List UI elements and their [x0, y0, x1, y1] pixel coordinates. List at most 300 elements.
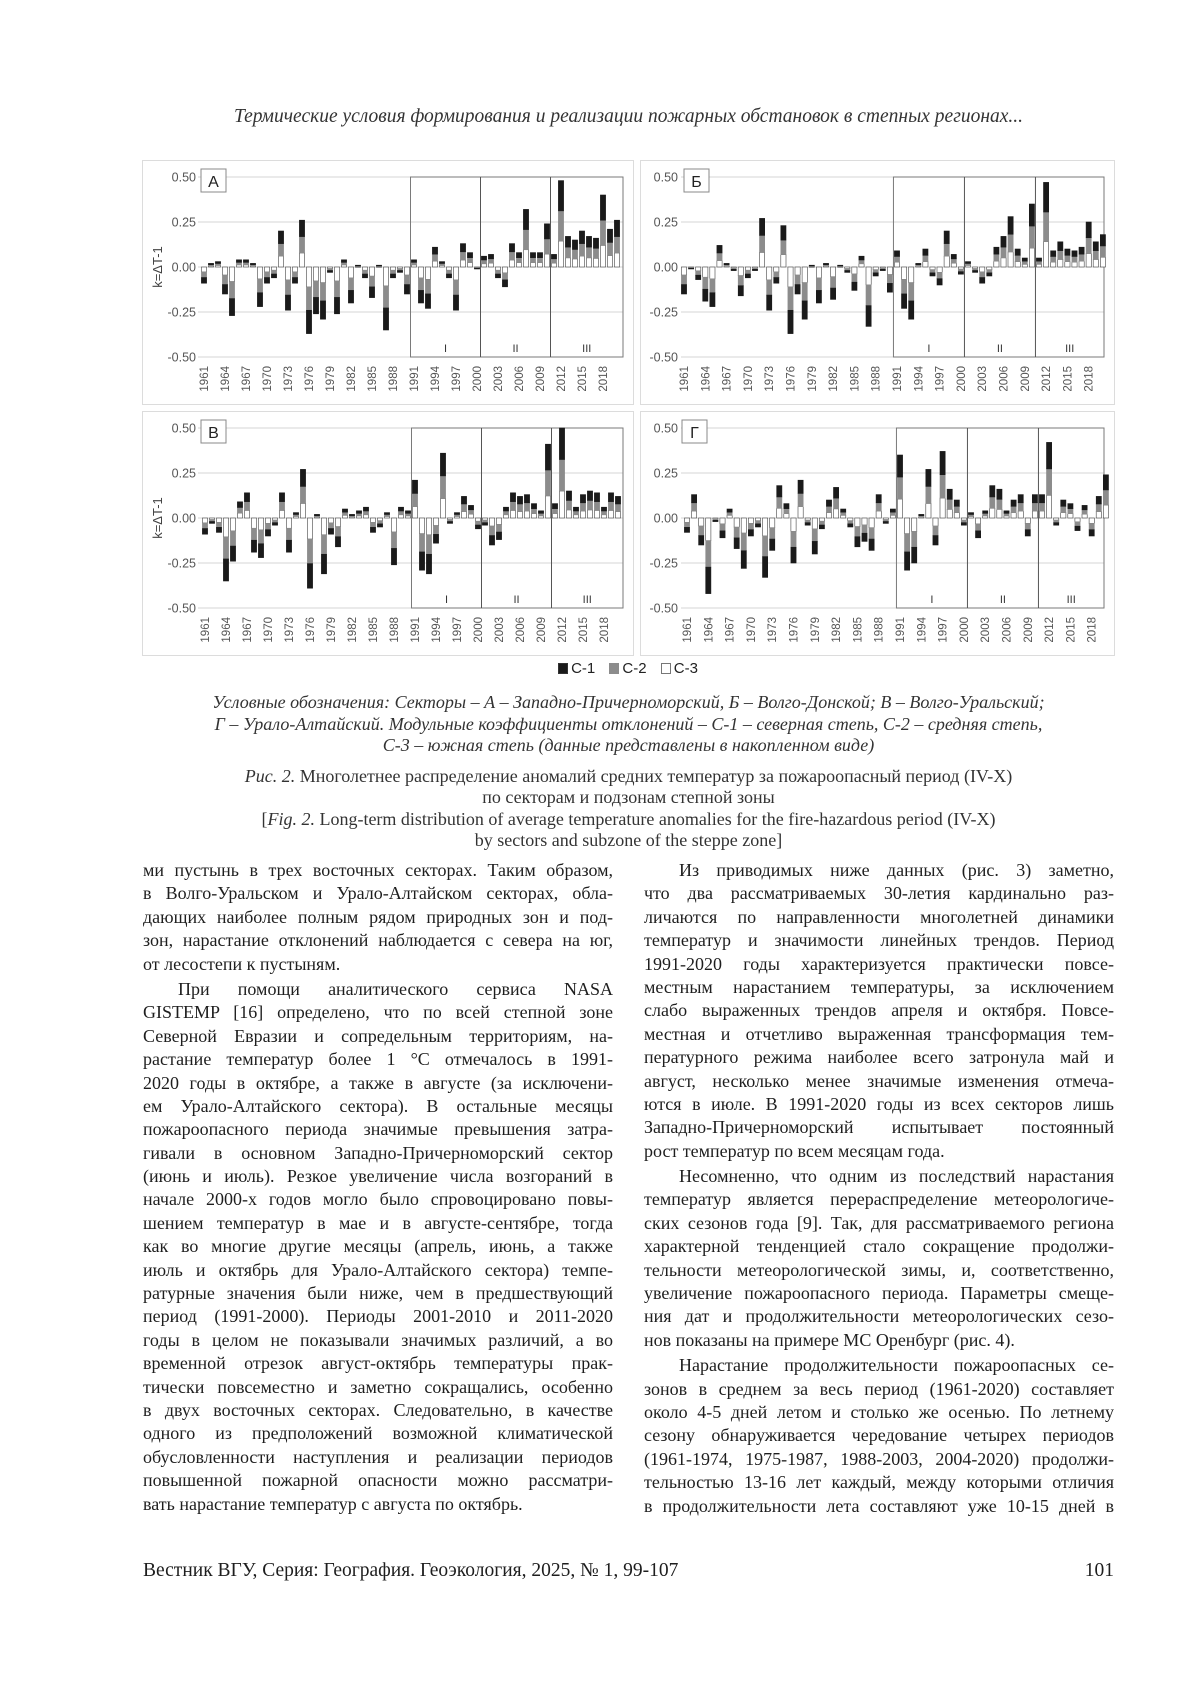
bar-segment-c1 [439, 262, 444, 264]
bar-segment-c1 [958, 272, 963, 275]
bar-segment-c1 [1011, 500, 1016, 506]
bar-segment-c3 [237, 513, 242, 518]
y-tick-label: -0.50 [650, 351, 679, 365]
period-label: III [582, 343, 591, 355]
bar-segment-c1 [1036, 258, 1041, 261]
y-tick-label: -0.25 [650, 557, 679, 571]
bar-segment-c1 [244, 493, 249, 502]
bar-segment-c1 [601, 507, 606, 511]
x-tick-label: 1964 [703, 616, 715, 642]
bar-segment-c1 [897, 455, 902, 477]
x-tick-label: 1979 [807, 366, 819, 392]
x-tick-label: 2015 [578, 617, 590, 643]
bar-segment-c2 [419, 534, 424, 552]
bar-segment-c1 [278, 231, 283, 244]
x-tick-label: 1991 [895, 617, 907, 643]
text-line: ских сезонов года [9]. Так, для рассматриваемого региона [644, 1212, 1114, 1235]
bar-segment-c1 [467, 253, 472, 258]
bar-segment-c3 [890, 515, 895, 518]
bar-segment-c2 [855, 527, 860, 537]
bar-segment-c2 [760, 235, 765, 252]
bar-segment-c3 [516, 263, 521, 267]
bar-segment-c2 [453, 280, 458, 295]
bar-segment-c3 [320, 267, 325, 283]
bar-segment-c3 [1032, 511, 1037, 518]
chart-svg-b [641, 161, 1114, 404]
legend-item-c2 [609, 660, 646, 677]
bar-segment-c1 [355, 265, 360, 266]
bar-segment-c3 [866, 267, 871, 285]
text-line: температур и значимости линейных трендов. Период [644, 929, 1114, 952]
bar-segment-c1 [734, 538, 739, 549]
bar-segment-c1 [524, 495, 529, 503]
bar-segment-c1 [377, 524, 382, 527]
bar-segment-c3 [1072, 262, 1077, 267]
bar-segment-c2 [777, 497, 782, 508]
bar-segment-c2 [692, 503, 697, 511]
y-tick-label: 0.00 [172, 261, 196, 275]
bar-segment-c2 [306, 287, 311, 310]
bar-segment-c1 [236, 260, 241, 263]
bar-segment-c1 [446, 274, 451, 278]
bar-segment-c2 [1047, 469, 1052, 495]
bar-segment-c2 [334, 281, 339, 297]
bar-segment-c2 [819, 521, 824, 525]
bar-segment-c3 [1001, 258, 1006, 267]
bar-segment-c2 [580, 503, 585, 511]
bar-segment-c1 [784, 504, 789, 509]
bar-segment-c3 [538, 516, 543, 518]
bar-segment-c2 [369, 276, 374, 287]
text-line: от лесостепи к пустыням. [143, 953, 613, 976]
bar-segment-c2 [944, 244, 949, 257]
bar-segment-c3 [615, 512, 620, 518]
bar-segment-c3 [495, 267, 500, 270]
bar-segment-c1 [916, 263, 921, 264]
legend-swatch-c1 [558, 663, 568, 674]
period-label: III [1067, 594, 1076, 606]
bar-segment-c3 [482, 518, 487, 520]
bar-segment-c1 [980, 278, 985, 284]
text-line: Западно-Причерноморский испытывает постоянный [644, 1116, 1114, 1139]
bar-segment-c3 [926, 503, 931, 518]
x-tick-label: 1982 [347, 617, 359, 643]
bar-segment-c1 [947, 489, 952, 499]
caption-en-line: by sectors and subzone of the steppe zone] [143, 830, 1114, 851]
bar-segment-c1 [841, 509, 846, 512]
x-tick-label: 1991 [409, 366, 421, 392]
bar-segment-c2 [278, 244, 283, 257]
bar-segment-c1 [727, 509, 732, 512]
bar-segment-c3 [961, 518, 966, 520]
paragraph [143, 978, 613, 1516]
bar-segment-c3 [720, 518, 725, 524]
bar-segment-c1 [419, 552, 424, 570]
bar-segment-c1 [614, 220, 619, 236]
period-label: II [512, 343, 518, 355]
bar-segment-c1 [703, 289, 708, 301]
bar-segment-c1 [425, 294, 430, 308]
x-tick-label: 2018 [598, 366, 610, 392]
bar-segment-c2 [404, 275, 409, 284]
bar-segment-c2 [781, 240, 786, 254]
bar-segment-c3 [328, 518, 333, 523]
y-tick-label: 0.25 [654, 216, 678, 230]
bar-segment-c1 [798, 480, 803, 493]
bar-segment-c3 [580, 511, 585, 518]
bar-segment-c1 [202, 529, 207, 535]
bar-segment-c3 [223, 518, 228, 537]
bar-segment-c3 [601, 515, 606, 518]
bar-segment-c3 [432, 261, 437, 267]
bar-segment-c3 [390, 267, 395, 270]
bar-segment-c2 [412, 493, 417, 506]
bar-segment-c3 [951, 263, 956, 267]
x-tick-label: 2003 [493, 366, 505, 392]
period-label: II [513, 594, 519, 606]
bar-segment-c1 [223, 559, 228, 581]
bar-segment-c1 [418, 290, 423, 303]
bar-segment-c3 [565, 258, 570, 267]
bar-segment-c3 [699, 518, 704, 526]
bar-segment-c2 [537, 258, 542, 263]
bar-segment-c3 [600, 245, 605, 267]
bar-segment-c1 [816, 290, 821, 303]
x-tick-label: 1967 [242, 617, 254, 643]
bar-segment-c1 [791, 547, 796, 563]
bar-segment-c2 [432, 254, 437, 261]
bar-segment-c3 [489, 518, 494, 526]
bar-segment-c1 [383, 308, 388, 330]
text-line: температур является перераспределение метеорологиче- [644, 1188, 1114, 1211]
text-line: GISTEMP [16] определено, что по всей степной зоне [143, 1001, 613, 1024]
bar-segment-c2 [230, 531, 235, 546]
text-line: в продолжительности лета составляют уже 10-15 дней в [644, 1495, 1114, 1518]
bar-segment-c2 [1075, 522, 1080, 526]
bar-segment-c3 [848, 518, 853, 521]
x-tick-label: 1994 [431, 616, 443, 642]
bar-segment-c2 [258, 530, 263, 544]
bar-segment-c1 [349, 514, 354, 515]
bar-segment-c1 [482, 523, 487, 526]
bar-segment-c1 [356, 511, 361, 514]
bar-segment-c1 [923, 249, 928, 255]
text-line: зон, нарастание отклонений наблюдается с севера на юг, [143, 929, 613, 952]
bar-segment-c1 [752, 269, 757, 270]
bar-segment-c1 [475, 525, 480, 529]
bar-segment-c1 [516, 253, 521, 258]
bar-segment-c2 [706, 541, 711, 567]
caption-en-line [143, 809, 1114, 830]
y-tick-label: 0.00 [654, 512, 678, 526]
bar-segment-c3 [831, 267, 836, 277]
x-tick-label: 2000 [472, 366, 484, 392]
x-tick-label: 1988 [388, 366, 400, 392]
bar-segment-c1 [781, 226, 786, 240]
bar-segment-c3 [692, 511, 697, 518]
bar-segment-c1 [696, 275, 701, 279]
bar-segment-c3 [453, 267, 458, 280]
bar-segment-c3 [987, 267, 992, 270]
y-tick-label: 0.25 [172, 467, 196, 481]
bar-segment-c2 [272, 520, 277, 523]
bar-segment-c3 [1008, 252, 1013, 267]
text-line: тически повсеместно и заметно сокращались, особенно [143, 1376, 613, 1399]
bar-segment-c1 [411, 260, 416, 263]
bar-segment-c1 [299, 220, 304, 236]
bar-segment-c3 [433, 518, 438, 526]
bar-segment-c1 [405, 511, 410, 514]
bar-segment-c2 [717, 253, 722, 261]
bar-segment-c2 [566, 500, 571, 509]
bar-segment-c2 [873, 270, 878, 273]
bar-segment-c2 [1100, 246, 1105, 257]
y-tick-label: -0.25 [650, 306, 679, 320]
bar-segment-c2 [802, 283, 807, 301]
bar-segment-c1 [819, 525, 824, 529]
bar-segment-c1 [447, 522, 452, 524]
bar-segment-c3 [363, 515, 368, 518]
bar-segment-c1 [426, 554, 431, 574]
bar-segment-c3 [593, 258, 598, 267]
text-line: ния дат и продолжительности метеорологических сезо- [644, 1305, 1114, 1328]
bar-segment-c2 [748, 523, 753, 529]
y-tick-label: 0.50 [172, 171, 196, 185]
bar-segment-c1 [321, 554, 326, 574]
bar-segment-c2 [930, 270, 935, 273]
chart-svg-g [641, 412, 1114, 655]
bar-segment-c1 [1047, 442, 1052, 468]
bar-segment-c3 [614, 253, 619, 267]
bar-segment-c3 [279, 510, 284, 518]
bar-segment-c2 [411, 262, 416, 265]
bar-segment-c2 [251, 528, 256, 540]
bar-segment-c2 [681, 275, 686, 284]
bar-segment-c1 [251, 540, 256, 552]
bar-segment-c3 [370, 518, 375, 522]
bar-segment-c1 [774, 278, 779, 284]
bar-segment-c1 [433, 534, 438, 543]
bar-segment-c3 [404, 267, 409, 275]
bar-segment-c1 [1025, 530, 1030, 536]
bar-segment-c2 [558, 211, 563, 241]
x-tick-label: 1976 [305, 617, 317, 643]
bar-segment-c3 [1079, 261, 1084, 267]
bar-segment-c2 [784, 509, 789, 514]
bar-segment-c1 [509, 244, 514, 252]
bar-segment-c1 [823, 263, 828, 264]
bar-segment-c3 [1025, 518, 1030, 523]
period-label: II [997, 343, 1003, 355]
bar-segment-c1 [997, 489, 1002, 499]
text-line: ются в июле. В 1991-2020 годы из всех секторов лишь [644, 1093, 1114, 1116]
bar-segment-c1 [1018, 495, 1023, 503]
bar-segment-c1 [812, 541, 817, 554]
bar-segment-c3 [734, 518, 739, 527]
bar-segment-c3 [930, 267, 935, 270]
bar-segment-c3 [545, 496, 550, 518]
bar-segment-c2 [890, 512, 895, 515]
bar-segment-c2 [573, 511, 578, 515]
x-tick-label: 1985 [367, 366, 379, 392]
bar-segment-c3 [201, 267, 206, 272]
x-tick-label: 2006 [1002, 617, 1014, 643]
bar-segment-c1 [307, 564, 312, 589]
bar-segment-c2 [335, 527, 340, 537]
bar-segment-c1 [460, 244, 465, 252]
paragraph [143, 859, 613, 976]
bar-segment-c3 [703, 267, 708, 277]
bar-segment-c2 [468, 510, 473, 514]
bar-segment-c2 [460, 252, 465, 260]
bar-segment-c1 [384, 513, 389, 515]
bar-segment-c1 [890, 509, 895, 512]
bar-segment-c3 [897, 499, 902, 518]
bar-segment-c2 [489, 526, 494, 535]
legend-label: С-1 [571, 660, 595, 677]
text-line: местная и отчетливо выраженная трансформация тем- [644, 1023, 1114, 1046]
bar-segment-c2 [467, 258, 472, 263]
bar-segment-c3 [755, 518, 760, 521]
bar-segment-c3 [517, 512, 522, 518]
bar-segment-c3 [510, 510, 515, 518]
caption-en-text: Long-term distribution of average temperature anomalies for the fire-hazardous period (IV-X) [315, 809, 996, 829]
y-tick-label: -0.25 [168, 557, 197, 571]
bar-segment-c3 [696, 267, 701, 271]
x-tick-label: 2012 [556, 366, 568, 392]
bar-segment-c1 [391, 548, 396, 564]
bar-segment-c3 [748, 518, 753, 523]
x-tick-label: 1970 [263, 617, 275, 643]
x-tick-label: 1997 [938, 617, 950, 643]
bar-segment-c2 [285, 280, 290, 295]
bar-segment-c1 [474, 268, 479, 269]
bar-segment-c1 [1032, 495, 1037, 503]
bar-segment-c1 [209, 522, 214, 524]
y-axis-title: k=ΔT-1 [150, 497, 165, 539]
x-tick-label: 1997 [935, 366, 947, 392]
bar-segment-c1 [699, 536, 704, 545]
bar-segment-c2 [524, 503, 529, 511]
legend-label: С-3 [674, 660, 698, 677]
bar-segment-c3 [1044, 242, 1049, 267]
bar-segment-c1 [930, 273, 935, 276]
bar-segment-c2 [502, 273, 507, 280]
bar-segment-c2 [1072, 256, 1077, 262]
text-line: как во многие другие месяцы (апрель, июнь, а также [143, 1235, 613, 1258]
bar-segment-c2 [398, 511, 403, 515]
bar-segment-c3 [727, 515, 732, 518]
bar-segment-c3 [594, 510, 599, 518]
bar-segment-c3 [784, 514, 789, 518]
bar-segment-c1 [503, 507, 508, 511]
bar-segment-c3 [1039, 511, 1044, 518]
bar-segment-c1 [481, 256, 486, 260]
bar-segment-c1 [983, 511, 988, 514]
bar-segment-c2 [517, 504, 522, 512]
bar-segment-c2 [223, 537, 228, 559]
bar-segment-c1 [468, 505, 473, 509]
bar-segment-c2 [321, 535, 326, 555]
bar-segment-c3 [717, 261, 722, 267]
bar-segment-c2 [587, 500, 592, 509]
bar-segment-c2 [614, 237, 619, 253]
bar-segment-c1 [1075, 526, 1080, 530]
bar-segment-c1 [594, 493, 599, 502]
bar-segment-c3 [425, 267, 430, 279]
bar-segment-c2 [391, 532, 396, 548]
bar-segment-c2 [608, 502, 613, 511]
bar-segment-c1 [944, 231, 949, 244]
bar-segment-c3 [1051, 262, 1056, 267]
bar-segment-c3 [760, 252, 765, 267]
bar-segment-c3 [1058, 259, 1063, 267]
bar-segment-c2 [980, 272, 985, 278]
bar-segment-c3 [841, 515, 846, 518]
bar-segment-c3 [1065, 262, 1070, 267]
panel-label: В [208, 425, 219, 442]
bar-segment-c2 [201, 272, 206, 278]
y-tick-label: 0.25 [172, 216, 196, 230]
bar-segment-c3 [265, 518, 270, 523]
bar-segment-c1 [502, 280, 507, 287]
bar-segment-c2 [834, 498, 839, 509]
chart-panel-b [640, 160, 1115, 405]
period-label: III [1065, 343, 1074, 355]
bar-segment-c2 [1103, 490, 1108, 505]
bar-segment-c2 [236, 262, 241, 265]
bar-segment-c2 [905, 534, 910, 552]
x-tick-label: 1988 [874, 617, 886, 643]
bar-segment-c3 [579, 256, 584, 267]
x-tick-label: 2003 [494, 617, 506, 643]
bar-segment-c2 [495, 270, 500, 274]
x-tick-label: 1979 [325, 366, 337, 392]
bar-segment-c1 [292, 278, 297, 284]
bar-segment-c3 [243, 265, 248, 267]
bar-segment-c3 [1061, 513, 1066, 518]
x-tick-label: 1976 [789, 617, 801, 643]
bar-segment-c1 [731, 269, 736, 270]
text-line: Северной Евразии и сопредельным территориям, на- [143, 1025, 613, 1048]
text-line: август, несколько менее значимые изменения отмеча- [644, 1070, 1114, 1093]
bar-segment-c1 [826, 500, 831, 506]
bar-segment-c2 [1004, 513, 1009, 516]
bar-segment-c1 [809, 265, 814, 266]
bar-segment-c1 [724, 263, 729, 264]
bar-segment-c1 [876, 495, 881, 503]
bar-segment-c1 [265, 530, 270, 536]
bar-segment-c3 [566, 510, 571, 518]
bar-segment-c1 [990, 486, 995, 497]
bar-segment-c1 [531, 504, 536, 509]
bar-segment-c3 [710, 267, 715, 279]
bar-segment-c2 [755, 521, 760, 524]
text-line: Несомненно, что одним из последствий нарастания [644, 1165, 1114, 1188]
x-tick-label: 1988 [389, 617, 401, 643]
bar-segment-c2 [446, 270, 451, 274]
bar-segment-c1 [1072, 251, 1077, 257]
bar-segment-c1 [961, 523, 966, 526]
bar-segment-c3 [933, 518, 938, 526]
bar-segment-c2 [954, 506, 959, 512]
bar-segment-c1 [559, 428, 564, 460]
bar-segment-c1 [788, 310, 793, 333]
text-line: временной отрезок август-октябрь температуры прак- [143, 1352, 613, 1375]
chart-panel-v [142, 411, 634, 656]
bar-segment-c1 [600, 195, 605, 220]
bar-segment-c3 [791, 518, 796, 532]
